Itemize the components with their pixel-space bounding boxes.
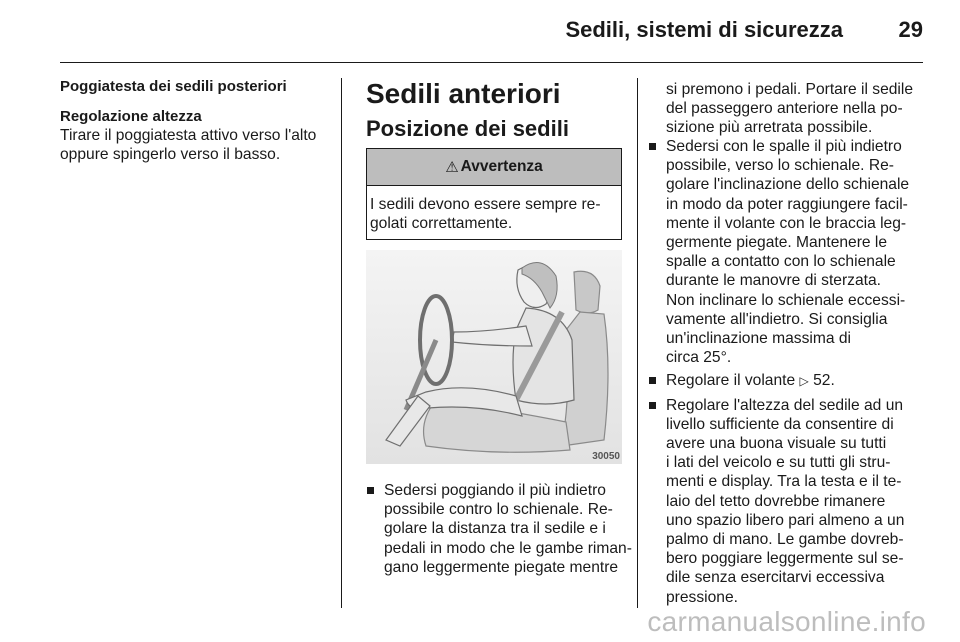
text-line: mente il volante con le braccia leg- [666, 214, 907, 232]
warning-box [366, 148, 622, 240]
illustration-code: 30050 [592, 451, 620, 462]
text-line: spalle a contatto con lo schienale [666, 253, 896, 271]
seated-driver-illustration [366, 250, 622, 464]
text-line: bero poggiare leggermente sul se- [666, 550, 904, 568]
bullet-square-icon [649, 143, 656, 150]
bullet-square-icon [649, 377, 656, 384]
text-line: germente piegate. Mantenere le [666, 234, 888, 252]
text-line: golare la distanza tra il sedile e i [384, 520, 606, 538]
warning-triangle-icon: ⚠ [445, 159, 459, 176]
watermark: carmanualsonline.info [647, 606, 926, 637]
text-line: un'inclinazione massima di [666, 330, 851, 348]
text-line: laio del tetto dovrebbe rimanere [666, 492, 886, 510]
text-line: sizione più arretrata possibile. [666, 119, 873, 137]
text-line: Sedersi con le spalle il più indietro [666, 138, 902, 155]
text-line: del passeggero anteriore nella po- [666, 100, 903, 118]
text-line: golati correttamente. [370, 215, 513, 233]
text-line: avere una buona visuale su tutti [666, 435, 887, 453]
column-divider-left [341, 78, 342, 608]
page-reference[interactable]: 52. [813, 372, 835, 390]
page-number: 29 [898, 17, 923, 42]
text-line: oppure spingerlo verso il basso. [60, 146, 281, 164]
text-line: possibile contro lo schienale. Re- [384, 501, 613, 519]
heading-seat-position: Posizione dei sedili [366, 116, 569, 141]
text-line: durante le manovre di sterzata. [666, 272, 881, 290]
text-line: palmo di mano. Le gambe dovreb- [666, 531, 904, 549]
section-heading-rear-headrest: Poggiatesta dei sedili posteriori [60, 78, 287, 95]
heading-front-seats: Sedili anteriori [366, 78, 561, 109]
text-line: in modo da poter raggiungere facil- [666, 195, 908, 213]
text-line: pressione. [666, 588, 738, 606]
column-divider-right [637, 78, 638, 608]
text-line: circa 25°. [666, 349, 732, 367]
header-title: Sedili, sistemi di sicurezza [565, 17, 843, 42]
text-line: si premono i pedali. Portare il sedile [666, 81, 914, 98]
text-line: Regolare il volante [666, 372, 796, 390]
warning-title: Avvertenza [460, 158, 543, 175]
bullet-square-icon [649, 402, 656, 409]
list-item [366, 481, 632, 577]
warning-header [367, 149, 621, 186]
page-reference-arrow-icon: ▷ [799, 374, 809, 389]
text-line: gano leggermente piegate mentre [384, 558, 619, 576]
text-line: menti e display. Tra la testa e il te- [666, 473, 902, 491]
text-line: pedali in modo che le gambe riman- [384, 539, 632, 557]
text-line: livello sufficiente da consentire di [666, 415, 894, 433]
text-line: uno spazio libero pari almeno a un [666, 511, 905, 529]
text-line: I sedili devono essere sempre re- [370, 196, 601, 213]
list-item [648, 137, 924, 367]
page-header [60, 0, 923, 63]
col3-continuation [666, 80, 942, 138]
driver-seat-drawing [366, 250, 622, 464]
text-line: Non inclinare lo schienale eccessi- [666, 291, 906, 309]
text-line: Tirare il poggiatesta attivo verso l'alto [60, 127, 317, 144]
list-item [648, 371, 924, 391]
col1-paragraph [60, 126, 330, 164]
text-line: Regolare l'altezza del sedile ad un [666, 396, 904, 414]
warning-text [367, 186, 621, 233]
text-line: golare l'inclinazione dello schienale [666, 176, 910, 194]
list-item [648, 396, 924, 607]
col3-bullet-list [648, 137, 924, 607]
text-line: Sedersi poggiando il più indietro [384, 482, 606, 499]
col2-bullet-list [366, 481, 632, 577]
text-line: i lati del veicolo e su tutti gli stru- [666, 454, 891, 472]
bullet-square-icon [367, 487, 374, 494]
text-line: dile senza esercitarvi eccessiva [666, 569, 885, 587]
subsection-height-adjustment: Regolazione altezza [60, 108, 202, 125]
text-line: possibile, verso lo schienale. Re- [666, 157, 894, 175]
text-line: vamente all'indietro. Si consiglia [666, 310, 888, 328]
